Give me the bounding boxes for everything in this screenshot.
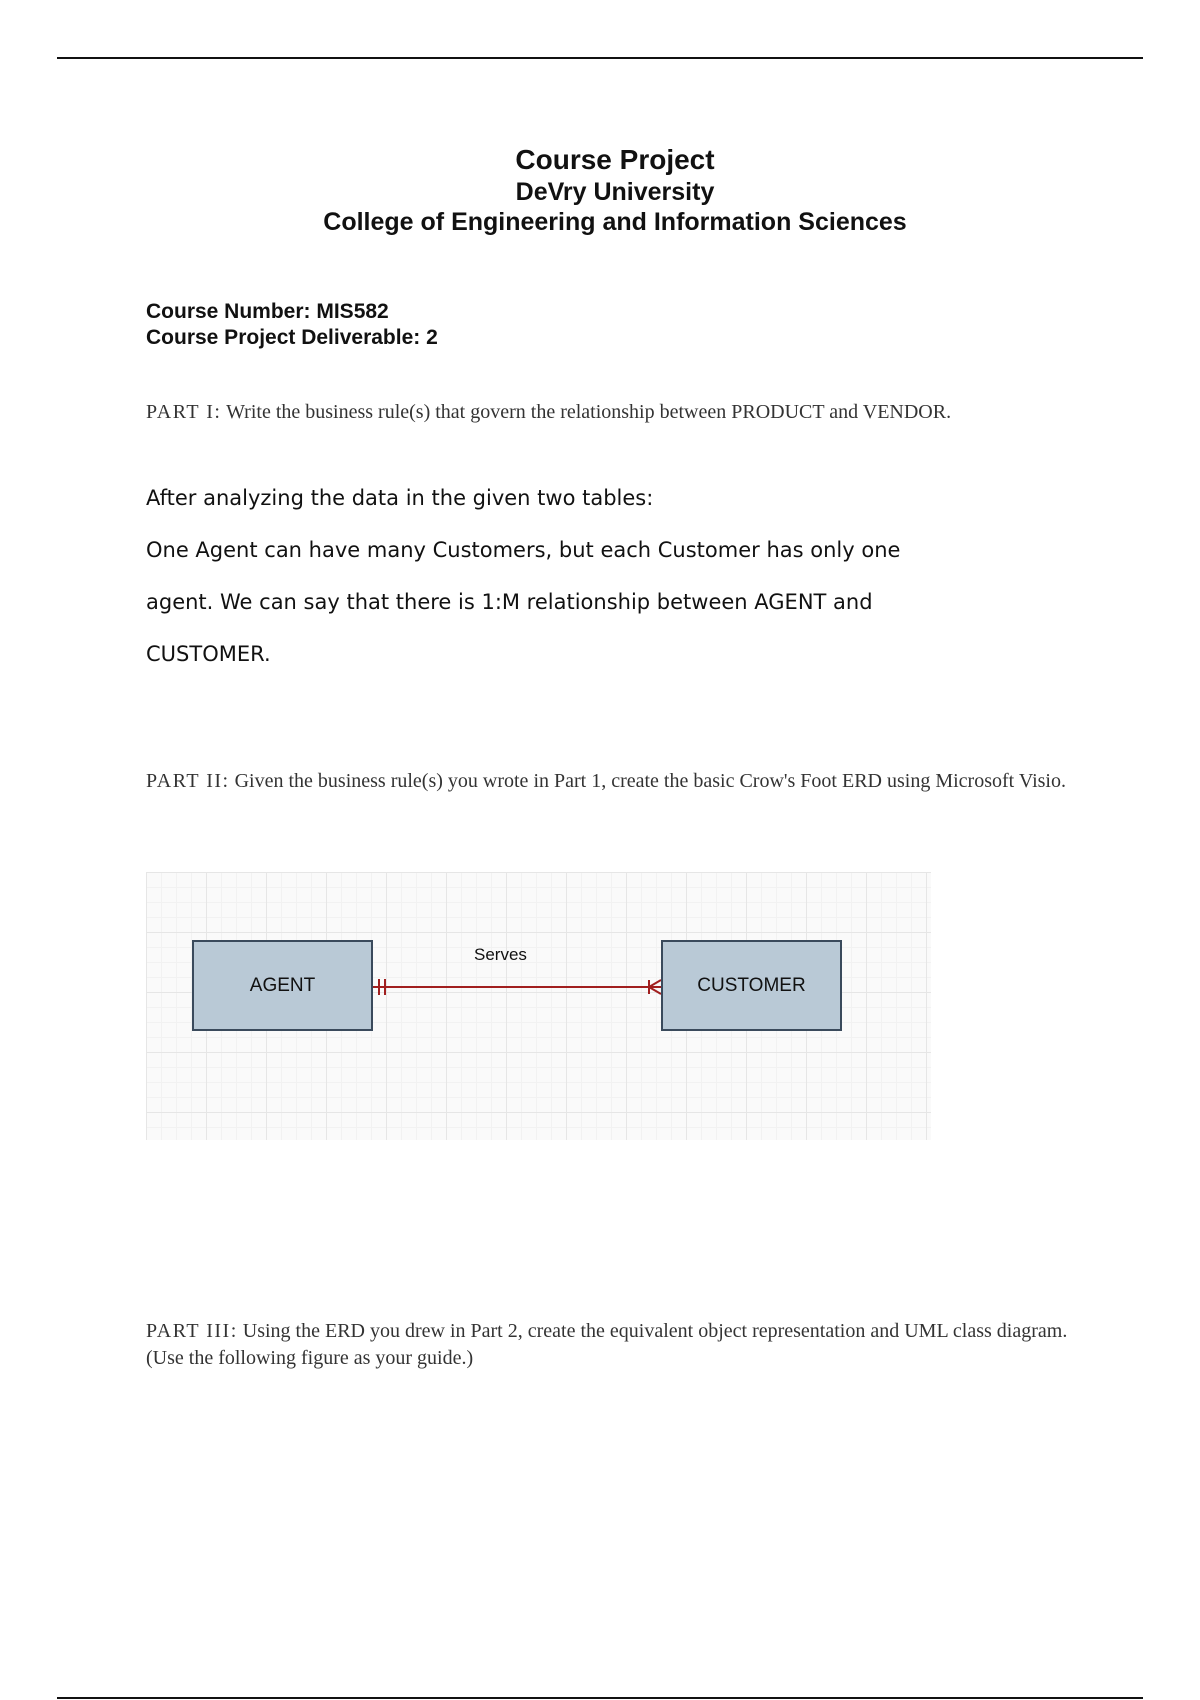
university-name: DeVry University (515, 178, 715, 206)
part3-label: PART III: (146, 1320, 238, 1342)
answer-section (146, 484, 966, 680)
part3-text: Using the ERD you drew in Part 2, create the equivalent object representation and UML class diagram. (Use the following figure as your guide.) (146, 1320, 1068, 1369)
answer-body: One Agent can have many Customers, but each Customer has only one agent. We can say that there is 1:M relationship between AGENT and CUSTOMER. (146, 538, 901, 666)
entity-customer-label: CUSTOMER (697, 974, 806, 996)
many-mark-lower (649, 987, 661, 994)
course-info (146, 299, 438, 351)
many-mark-upper (649, 980, 661, 987)
bottom-rule (57, 1697, 1143, 1699)
top-rule (57, 57, 1143, 59)
part2-text: Given the business rule(s) you wrote in Part 1, create the basic Crow's Foot ERD using Microsoft Visio. (229, 770, 1066, 792)
part1-heading (146, 399, 1086, 426)
part2-label: PART II: (146, 770, 230, 792)
part1-text: Write the business rule(s) that govern the relationship between PRODUCT and VENDOR. (221, 401, 952, 423)
page-title: Course Project (515, 144, 715, 175)
entity-agent-label: AGENT (249, 974, 316, 996)
document-header (0, 143, 1200, 237)
part1-label: PART I: (146, 401, 222, 423)
erd-diagram (146, 872, 931, 1140)
course-number: Course Number: MIS582 (146, 300, 389, 323)
part2-heading (146, 768, 1086, 795)
entity-customer (661, 940, 842, 1031)
college-name: College of Engineering and Information Sciences (323, 208, 907, 236)
part3-heading (146, 1318, 1086, 1372)
answer-intro: After analyzing the data in the given two tables: (146, 486, 654, 510)
relationship-label: Serves (474, 945, 527, 964)
course-deliverable: Course Project Deliverable: 2 (146, 326, 438, 349)
